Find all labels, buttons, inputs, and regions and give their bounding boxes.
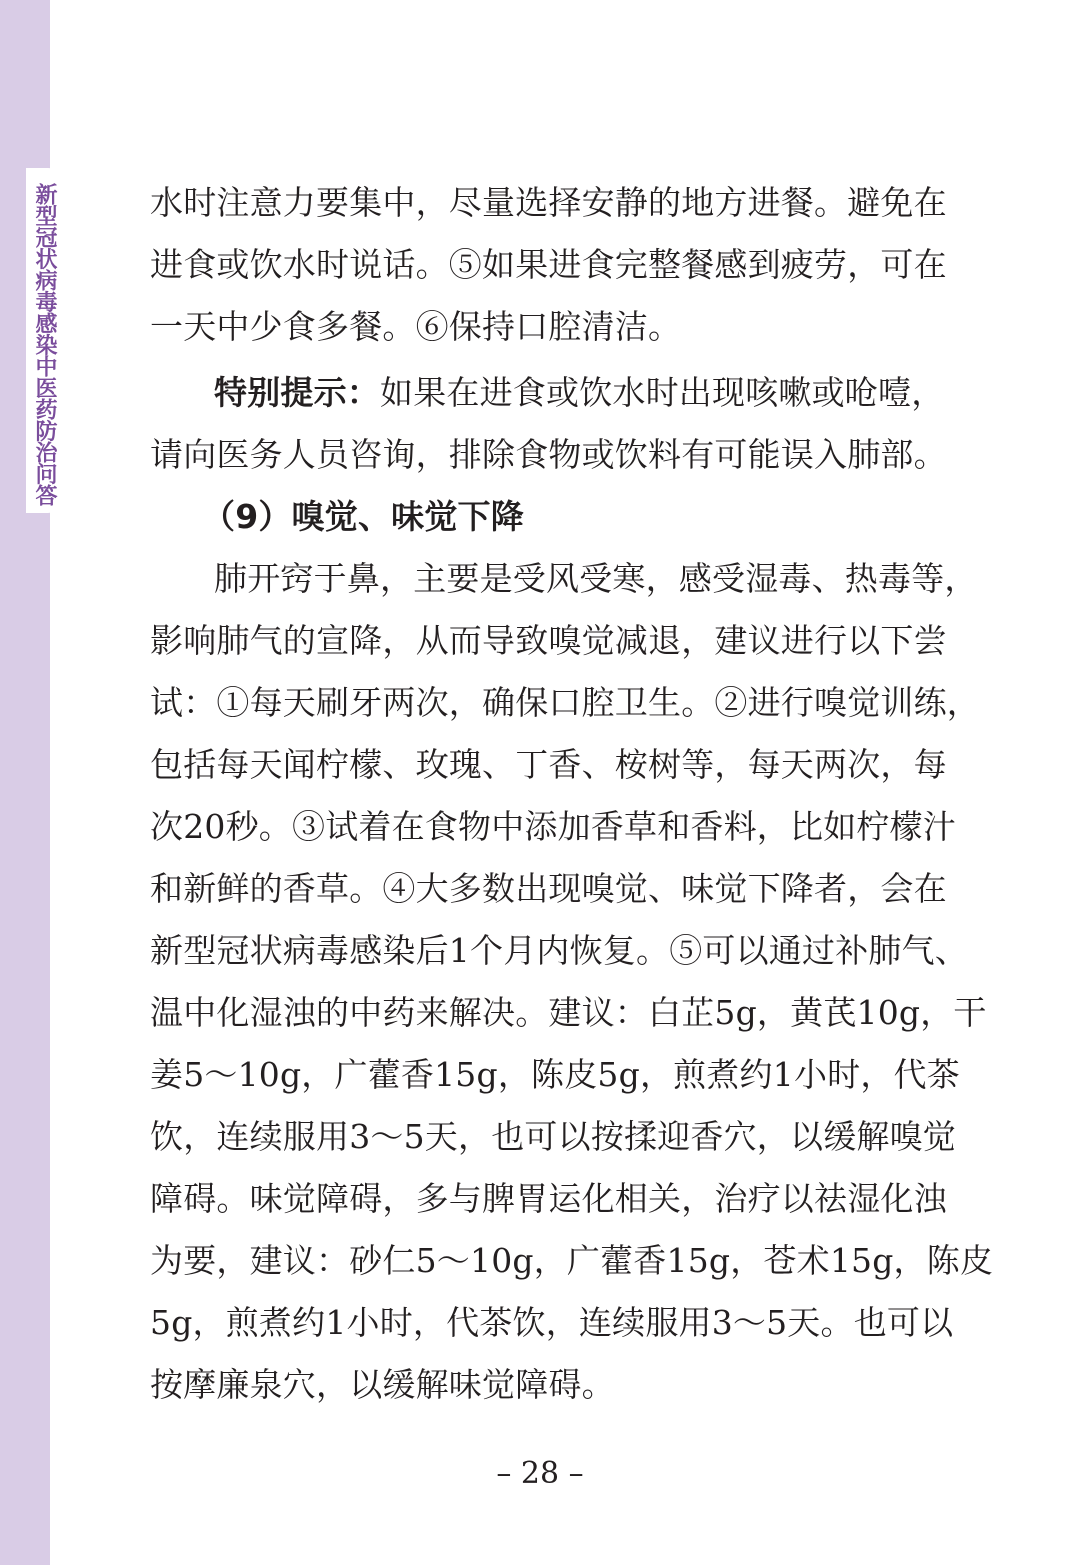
- body-line: 姜5～10g，广藿香15g，陈皮5g，煎煮约1小时，代茶: [150, 1055, 960, 1094]
- body-line: 和新鲜的香草。④大多数出现嗅觉、味觉下降者，会在: [150, 869, 947, 908]
- tip-line: [150, 368, 945, 418]
- body-line: 一天中少食多餐。⑥保持口腔清洁。: [150, 307, 682, 346]
- section-heading: （9）嗅觉、味觉下降: [202, 497, 524, 536]
- body-line: 水时注意力要集中，尽量选择安静的地方进餐。避免在: [150, 183, 947, 222]
- page-number: – 28 –: [496, 1456, 584, 1491]
- body-line: 肺开窍于鼻，主要是受风受寒，感受湿毒、热毒等，: [214, 559, 978, 598]
- body-line: 试：①每天刷牙两次，确保口腔卫生。②进行嗅觉训练，: [150, 683, 980, 722]
- side-book-title: 新型冠状病毒感染中医药防治问答: [32, 183, 57, 506]
- body-line: 5g，煎煮约1小时，代茶饮，连续服用3～5天。也可以: [150, 1303, 954, 1342]
- body-line: 障碍。味觉障碍，多与脾胃运化相关，治疗以祛湿化浊: [150, 1179, 947, 1218]
- tip-line-2: 请向医务人员咨询，排除食物或饮料有可能误入肺部。: [150, 435, 947, 474]
- tip-label: 特别提示：: [214, 373, 380, 412]
- body-line: 为要，建议：砂仁5～10g，广藿香15g，苍术15g，陈皮: [150, 1241, 994, 1280]
- body-line: 按摩廉泉穴，以缓解味觉障碍。: [150, 1365, 615, 1404]
- tip-text: 如果在进食或饮水时出现咳嗽或呛噎，: [380, 373, 945, 412]
- body-line: 进食或饮水时说话。⑤如果进食完整餐感到疲劳，可在: [150, 245, 947, 284]
- body-line: 次20秒。③试着在食物中添加香草和香料，比如柠檬汁: [150, 807, 956, 846]
- body-line: 包括每天闻柠檬、玫瑰、丁香、桉树等，每天两次，每: [150, 745, 947, 784]
- body-line: 温中化湿浊的中药来解决。建议：白芷5g，黄芪10g，干: [150, 993, 987, 1032]
- body-line: 影响肺气的宣降，从而导致嗅觉减退，建议进行以下尝: [150, 621, 947, 660]
- body-line: 饮，连续服用3～5天，也可以按揉迎香穴，以缓解嗅觉: [150, 1117, 956, 1156]
- body-line: 新型冠状病毒感染后1个月内恢复。⑤可以通过补肺气、: [150, 931, 968, 970]
